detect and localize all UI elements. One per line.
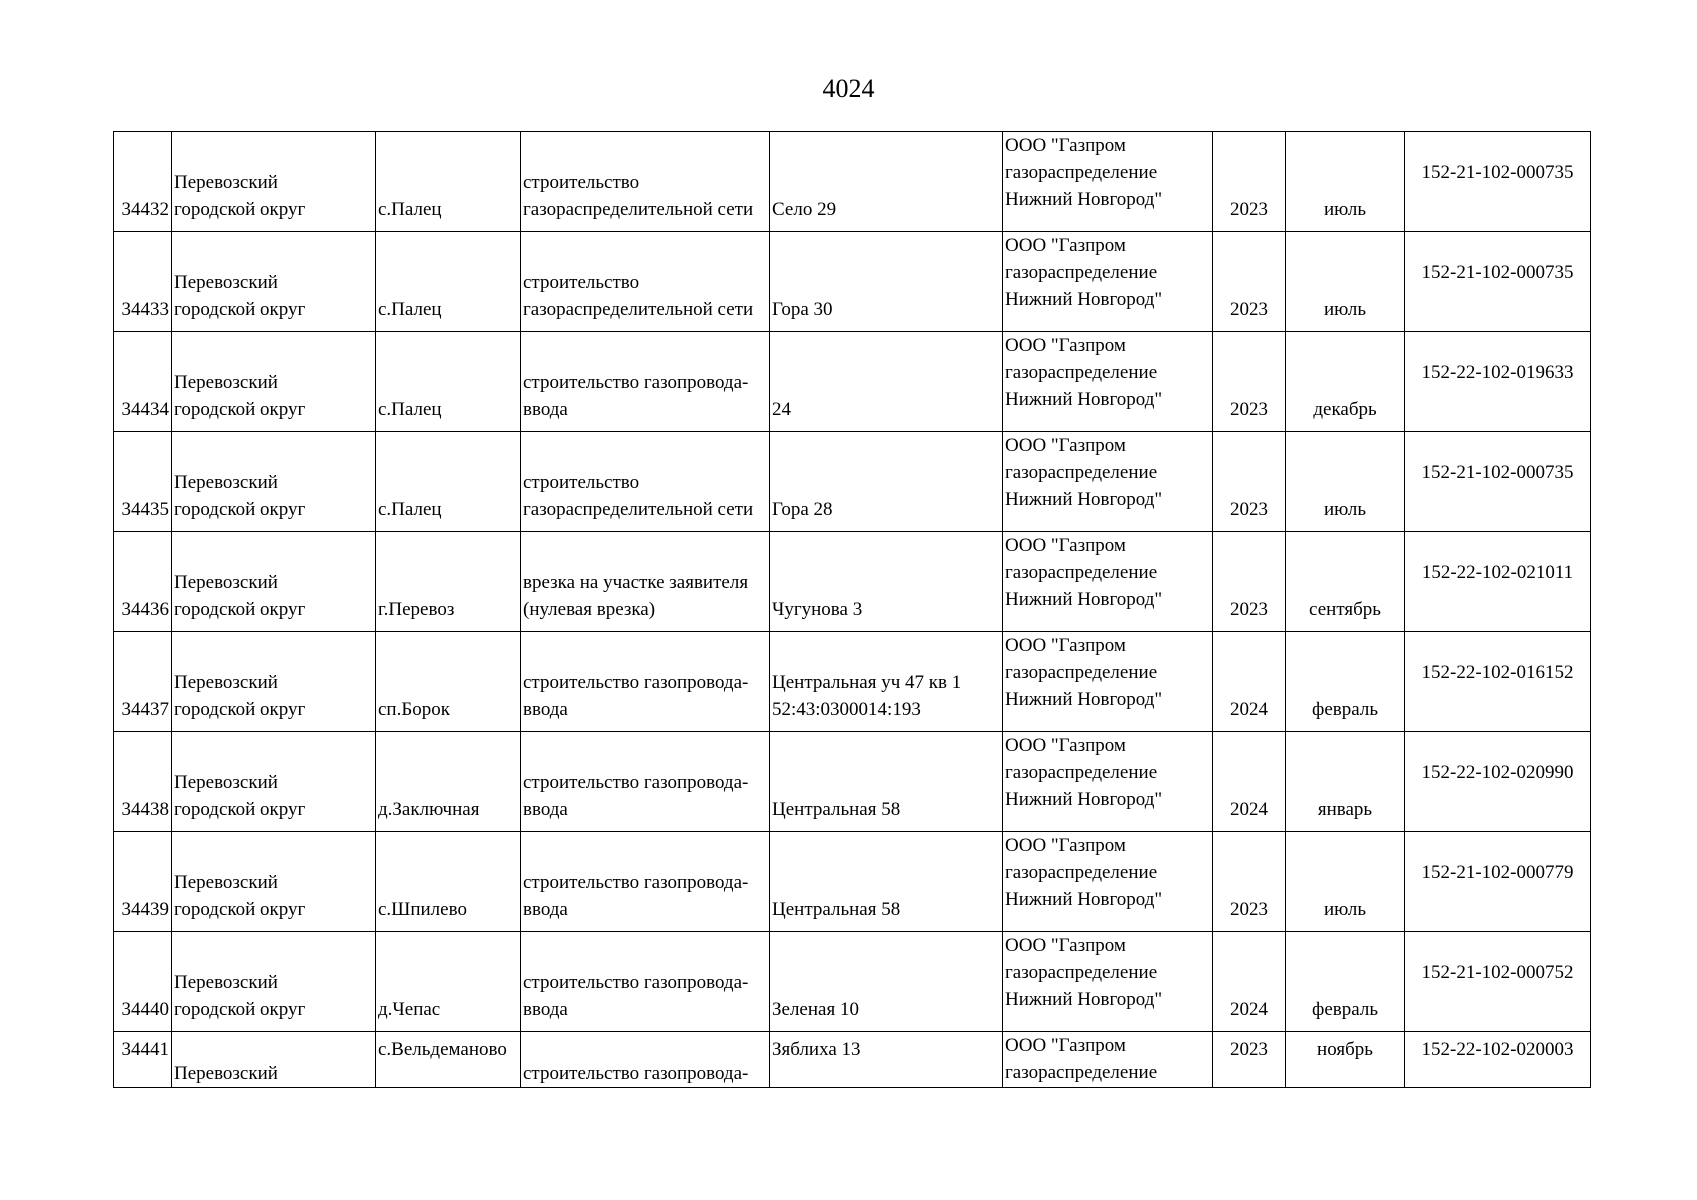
- organization-line: газораспределение: [1005, 462, 1158, 483]
- table-row: [114, 1032, 1591, 1088]
- year-cell: 2024: [1213, 632, 1286, 732]
- address-cell: [770, 732, 1003, 832]
- settlement-cell: д.Заключная: [376, 732, 521, 832]
- month-cell: ноябрь: [1286, 1032, 1405, 1088]
- month-cell: декабрь: [1286, 332, 1405, 432]
- district-cell: [172, 432, 376, 532]
- work-type-cell: [521, 532, 770, 632]
- organization-line: Нижний Новгород": [1005, 689, 1163, 710]
- district-line: Перевозский: [174, 272, 278, 293]
- organization-line: Нижний Новгород": [1005, 289, 1163, 310]
- settlement-cell: с.Вельдеманово: [376, 1032, 521, 1088]
- organization-line: ООО "Газпром: [1005, 535, 1126, 556]
- organization-cell: [1003, 832, 1213, 932]
- organization-line: Нижний Новгород": [1005, 489, 1163, 510]
- district-line: Перевозский: [174, 172, 278, 193]
- work-type-line: газораспределительной сети: [523, 199, 754, 220]
- month-cell: февраль: [1286, 932, 1405, 1032]
- organization-line: ООО "Газпром: [1005, 135, 1126, 156]
- address-cell: Зяблиха 13: [770, 1032, 1003, 1088]
- address-line: Центральная уч 47 кв 1: [772, 672, 962, 693]
- district-line: городской округ: [174, 399, 306, 420]
- code-cell: 152-22-102-020990: [1405, 732, 1591, 832]
- code-cell: 152-22-102-019633: [1405, 332, 1591, 432]
- code-cell: 152-21-102-000735: [1405, 132, 1591, 232]
- organization-line: Нижний Новгород": [1005, 189, 1163, 210]
- registry-table: [113, 131, 1591, 1088]
- work-type-cell: [521, 832, 770, 932]
- address-cell: [770, 932, 1003, 1032]
- settlement-cell: с.Палец: [376, 332, 521, 432]
- organization-line: ООО "Газпром: [1005, 935, 1126, 956]
- organization-line: Нижний Новгород": [1005, 389, 1163, 410]
- work-type-cell: [521, 132, 770, 232]
- address-cell: [770, 232, 1003, 332]
- organization-cell: [1003, 1032, 1213, 1088]
- work-type-cell: [521, 632, 770, 732]
- code-cell: 152-22-102-021011: [1405, 532, 1591, 632]
- work-type-line: (нулевая врезка): [523, 599, 656, 620]
- table-row: [114, 432, 1591, 532]
- month-cell: июль: [1286, 232, 1405, 332]
- code-cell: 152-22-102-016152: [1405, 632, 1591, 732]
- organization-cell: [1003, 532, 1213, 632]
- district-cell: [172, 232, 376, 332]
- code-cell: 152-22-102-020003: [1405, 1032, 1591, 1088]
- work-type-cell: [521, 432, 770, 532]
- work-type-line: врезка на участке заявителя: [523, 572, 749, 593]
- table-row: [114, 532, 1591, 632]
- district-line: Перевозский: [174, 672, 278, 693]
- organization-line: газораспределение: [1005, 162, 1158, 183]
- organization-line: газораспределение: [1005, 362, 1158, 383]
- work-type-line: строительство: [523, 172, 640, 193]
- organization-line: Нижний Новгород": [1005, 789, 1163, 810]
- organization-line: газораспределение: [1005, 1062, 1158, 1083]
- organization-line: ООО "Газпром: [1005, 835, 1126, 856]
- work-type-line: строительство: [523, 472, 640, 493]
- work-type-line: газораспределительной сети: [523, 499, 754, 520]
- row-id: 34435: [114, 432, 172, 532]
- code-cell: 152-21-102-000752: [1405, 932, 1591, 1032]
- address-cell: [770, 832, 1003, 932]
- address-line: 52:43:0300014:193: [772, 699, 921, 720]
- row-id: 34437: [114, 632, 172, 732]
- district-line: городской округ: [174, 699, 306, 720]
- row-id: 34439: [114, 832, 172, 932]
- code-cell: 152-21-102-000735: [1405, 232, 1591, 332]
- year-cell: 2024: [1213, 932, 1286, 1032]
- table-row: [114, 332, 1591, 432]
- organization-cell: [1003, 632, 1213, 732]
- table-row: [114, 632, 1591, 732]
- address-line: 24: [772, 399, 791, 420]
- address-line: Центральная 58: [772, 799, 901, 820]
- table-body: [114, 132, 1591, 1088]
- work-type-line: строительство газопровода-: [523, 672, 749, 693]
- year-cell: 2023: [1213, 332, 1286, 432]
- district-line: Перевозский: [174, 772, 278, 793]
- district-line: Перевозский: [174, 972, 278, 993]
- district-cell: [172, 532, 376, 632]
- page-number: 4024: [822, 74, 875, 103]
- settlement-cell: с.Палец: [376, 132, 521, 232]
- address-cell: [770, 432, 1003, 532]
- address-cell: [770, 132, 1003, 232]
- work-type-line: газораспределительной сети: [523, 299, 754, 320]
- month-cell: июль: [1286, 132, 1405, 232]
- district-cell: Перевозский: [172, 1032, 376, 1088]
- address-cell: [770, 632, 1003, 732]
- address-cell: [770, 532, 1003, 632]
- work-type-line: строительство: [523, 272, 640, 293]
- work-type-line: строительство газопровода-: [523, 772, 749, 793]
- district-line: Перевозский: [174, 472, 278, 493]
- work-type-line: строительство газопровода-: [523, 372, 749, 393]
- address-cell: [770, 332, 1003, 432]
- year-cell: 2023: [1213, 832, 1286, 932]
- address-line: Зеленая 10: [772, 999, 859, 1020]
- district-line: городской округ: [174, 199, 306, 220]
- year-cell: 2023: [1213, 432, 1286, 532]
- organization-cell: [1003, 732, 1213, 832]
- settlement-cell: с.Палец: [376, 432, 521, 532]
- row-id: 34436: [114, 532, 172, 632]
- settlement-cell: г.Перевоз: [376, 532, 521, 632]
- work-type-line: ввода: [523, 799, 568, 820]
- row-id: 34432: [114, 132, 172, 232]
- organization-cell: [1003, 232, 1213, 332]
- district-line: городской округ: [174, 299, 306, 320]
- organization-line: Нижний Новгород": [1005, 589, 1163, 610]
- organization-line: газораспределение: [1005, 662, 1158, 683]
- table-row: [114, 932, 1591, 1032]
- address-line: Гора 30: [772, 299, 833, 320]
- settlement-cell: с.Палец: [376, 232, 521, 332]
- district-line: городской округ: [174, 999, 306, 1020]
- organization-cell: [1003, 132, 1213, 232]
- address-line: Центральная 58: [772, 899, 901, 920]
- organization-line: Нижний Новгород": [1005, 889, 1163, 910]
- district-line: городской округ: [174, 499, 306, 520]
- row-id: 34441: [114, 1032, 172, 1088]
- table-row: [114, 832, 1591, 932]
- work-type-line: строительство газопровода-: [523, 972, 749, 993]
- work-type-line: строительство газопровода-: [523, 872, 749, 893]
- code-cell: 152-21-102-000735: [1405, 432, 1591, 532]
- table-row: [114, 732, 1591, 832]
- month-cell: июль: [1286, 432, 1405, 532]
- work-type-line: ввода: [523, 699, 568, 720]
- district-cell: [172, 332, 376, 432]
- work-type-cell: строительство газопровода-: [521, 1032, 770, 1088]
- settlement-cell: сп.Борок: [376, 632, 521, 732]
- work-type-line: ввода: [523, 999, 568, 1020]
- work-type-cell: [521, 732, 770, 832]
- district-line: городской округ: [174, 899, 306, 920]
- organization-line: ООО "Газпром: [1005, 635, 1126, 656]
- settlement-cell: д.Чепас: [376, 932, 521, 1032]
- month-cell: февраль: [1286, 632, 1405, 732]
- organization-line: газораспределение: [1005, 862, 1158, 883]
- address-line: Гора 28: [772, 499, 833, 520]
- month-cell: июль: [1286, 832, 1405, 932]
- year-cell: 2023: [1213, 232, 1286, 332]
- settlement-cell: с.Шпилево: [376, 832, 521, 932]
- organization-line: газораспределение: [1005, 562, 1158, 583]
- organization-line: ООО "Газпром: [1005, 1035, 1126, 1056]
- organization-line: газораспределение: [1005, 762, 1158, 783]
- month-cell: сентябрь: [1286, 532, 1405, 632]
- code-cell: 152-21-102-000779: [1405, 832, 1591, 932]
- year-cell: 2023: [1213, 1032, 1286, 1088]
- row-id: 34438: [114, 732, 172, 832]
- district-cell: [172, 932, 376, 1032]
- district-line: Перевозский: [174, 372, 278, 393]
- organization-cell: [1003, 432, 1213, 532]
- year-cell: 2023: [1213, 532, 1286, 632]
- work-type-cell: [521, 332, 770, 432]
- table-row: [114, 132, 1591, 232]
- district-cell: [172, 132, 376, 232]
- organization-line: газораспределение: [1005, 262, 1158, 283]
- organization-line: Нижний Новгород": [1005, 989, 1163, 1010]
- organization-cell: [1003, 932, 1213, 1032]
- district-cell: [172, 832, 376, 932]
- district-line: городской округ: [174, 599, 306, 620]
- organization-line: ООО "Газпром: [1005, 435, 1126, 456]
- month-cell: январь: [1286, 732, 1405, 832]
- district-line: Перевозский: [174, 572, 278, 593]
- organization-line: газораспределение: [1005, 962, 1158, 983]
- address-line: Чугунова 3: [772, 599, 863, 620]
- work-type-line: ввода: [523, 399, 568, 420]
- year-cell: 2023: [1213, 132, 1286, 232]
- row-id: 34440: [114, 932, 172, 1032]
- district-line: Перевозский: [174, 872, 278, 893]
- row-id: 34434: [114, 332, 172, 432]
- work-type-cell: [521, 932, 770, 1032]
- table-row: [114, 232, 1591, 332]
- organization-line: ООО "Газпром: [1005, 335, 1126, 356]
- year-cell: 2024: [1213, 732, 1286, 832]
- work-type-line: ввода: [523, 899, 568, 920]
- district-cell: [172, 632, 376, 732]
- district-line: городской округ: [174, 799, 306, 820]
- row-id: 34433: [114, 232, 172, 332]
- organization-line: ООО "Газпром: [1005, 735, 1126, 756]
- organization-cell: [1003, 332, 1213, 432]
- district-cell: [172, 732, 376, 832]
- organization-line: ООО "Газпром: [1005, 235, 1126, 256]
- work-type-cell: [521, 232, 770, 332]
- address-line: Село 29: [772, 199, 837, 220]
